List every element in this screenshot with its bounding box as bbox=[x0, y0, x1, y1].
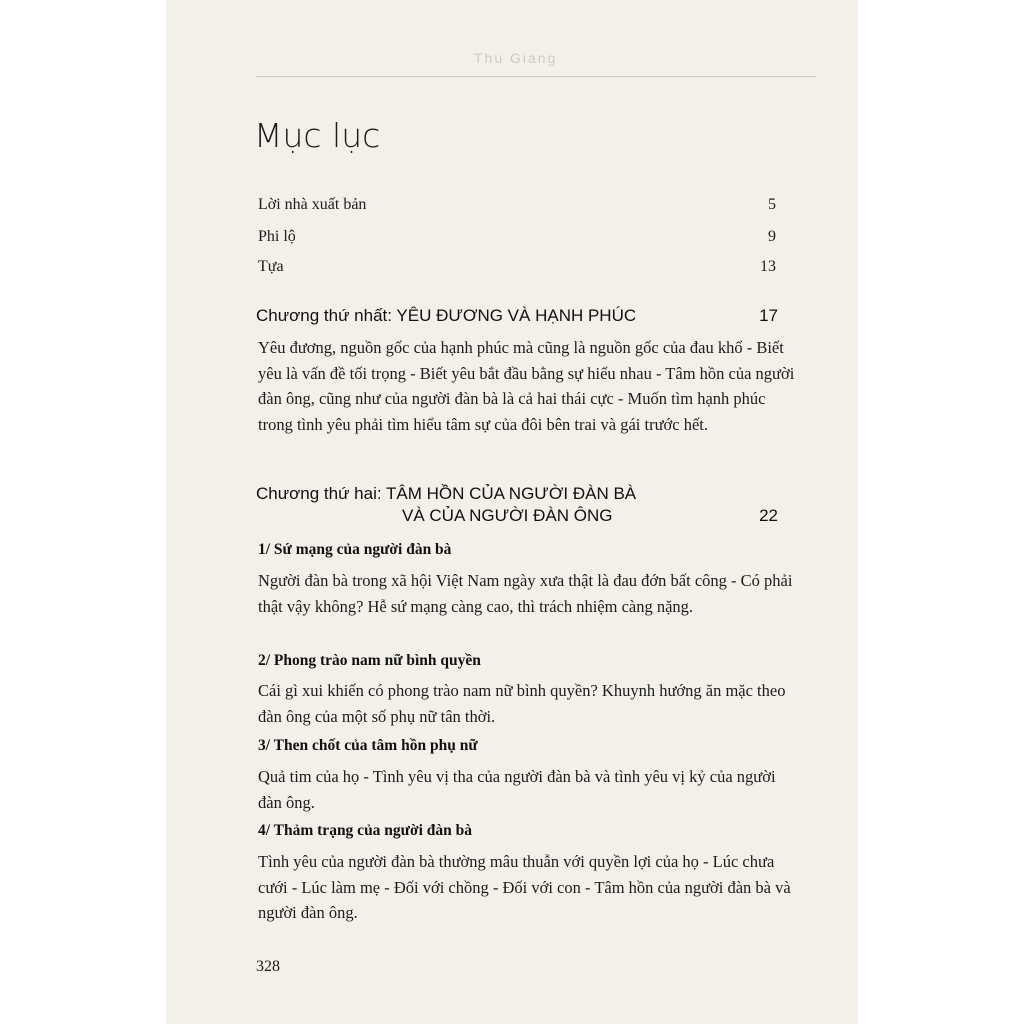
toc-entry-page: 9 bbox=[768, 228, 776, 245]
chapter-2-prefix: Chương thứ hai: bbox=[256, 484, 382, 503]
section-text: Tình yêu của người đàn bà thường mâu thuẫn với quyền lợi của họ - Lúc chưa cưới - Lúc làm mẹ - Đối với chồng - Đối với con - Tâm hồn của người đàn bà và người đàn ông. bbox=[258, 852, 791, 923]
book-page bbox=[166, 0, 858, 1024]
section-text: Người đàn bà trong xã hội Việt Nam ngày xưa thật là đau đớn bất công - Có phải thật vậy không? Hễ sứ mạng càng cao, thì trách nhiệm càng nặng. bbox=[258, 571, 793, 616]
chapter-1-page: 17 bbox=[759, 306, 778, 325]
chapter-2-heading-line2 bbox=[402, 506, 778, 526]
chapter-2-page: 22 bbox=[759, 506, 778, 525]
chapter-1-title bbox=[256, 306, 636, 326]
chapter-1-summary: Yêu đương, nguồn gốc của hạnh phúc mà cũng là nguồn gốc của đau khổ - Biết yêu là vấn đề tối trọng - Biết yêu bắt đầu bằng sự hiểu nhau - Tâm hồn của người đàn ông, cũng như của người đàn bà là cả hai thái cực - Muốn tìm hạnh phúc trong tình yêu phải tìm hiểu tâm sự của đôi bên trai và gái trước hết. bbox=[258, 338, 795, 434]
chapter-1-heading bbox=[256, 306, 778, 326]
page-title: Mục lục bbox=[254, 116, 381, 155]
section-heading: 2/ Phong trào nam nữ bình quyền bbox=[258, 652, 481, 669]
section-text: Cái gì xui khiến có phong trào nam nữ bình quyền? Khuynh hướng ăn mặc theo đàn ông của một số phụ nữ tân thời. bbox=[258, 681, 786, 726]
section-heading: 3/ Then chốt của tâm hồn phụ nữ bbox=[258, 737, 478, 754]
toc-entry-label: Lời nhà xuất bản bbox=[258, 196, 367, 213]
toc-entry bbox=[258, 196, 776, 214]
chapter-1-prefix: Chương thứ nhất: bbox=[256, 306, 392, 325]
section-text: Quả tim của họ - Tình yêu vị tha của người đàn bà và tình yêu vị kỷ của người đàn ông. bbox=[258, 767, 776, 812]
section-heading: 4/ Thảm trạng của người đàn bà bbox=[258, 822, 472, 839]
header-rule bbox=[256, 76, 816, 77]
chapter-2-name-line2: VÀ CỦA NGƯỜI ĐÀN ÔNG bbox=[402, 506, 613, 525]
chapter-2-title bbox=[256, 484, 636, 504]
toc-entry-label: Tựa bbox=[258, 258, 284, 275]
chapter-2-heading bbox=[256, 484, 778, 504]
toc-entry-label: Phi lộ bbox=[258, 228, 296, 245]
toc-entry bbox=[258, 228, 776, 246]
chapter-1-name: YÊU ĐƯƠNG VÀ HẠNH PHÚC bbox=[396, 306, 637, 325]
section-heading: 1/ Sứ mạng của người đàn bà bbox=[258, 541, 452, 558]
toc-entry-page: 13 bbox=[760, 258, 776, 275]
running-head: Thu Giang bbox=[474, 50, 558, 66]
chapter-2-name-line1: TÂM HỒN CỦA NGƯỜI ĐÀN BÀ bbox=[386, 484, 637, 503]
toc-entry bbox=[258, 258, 776, 276]
toc-entry-page: 5 bbox=[768, 196, 776, 213]
page-number: 328 bbox=[256, 958, 280, 975]
